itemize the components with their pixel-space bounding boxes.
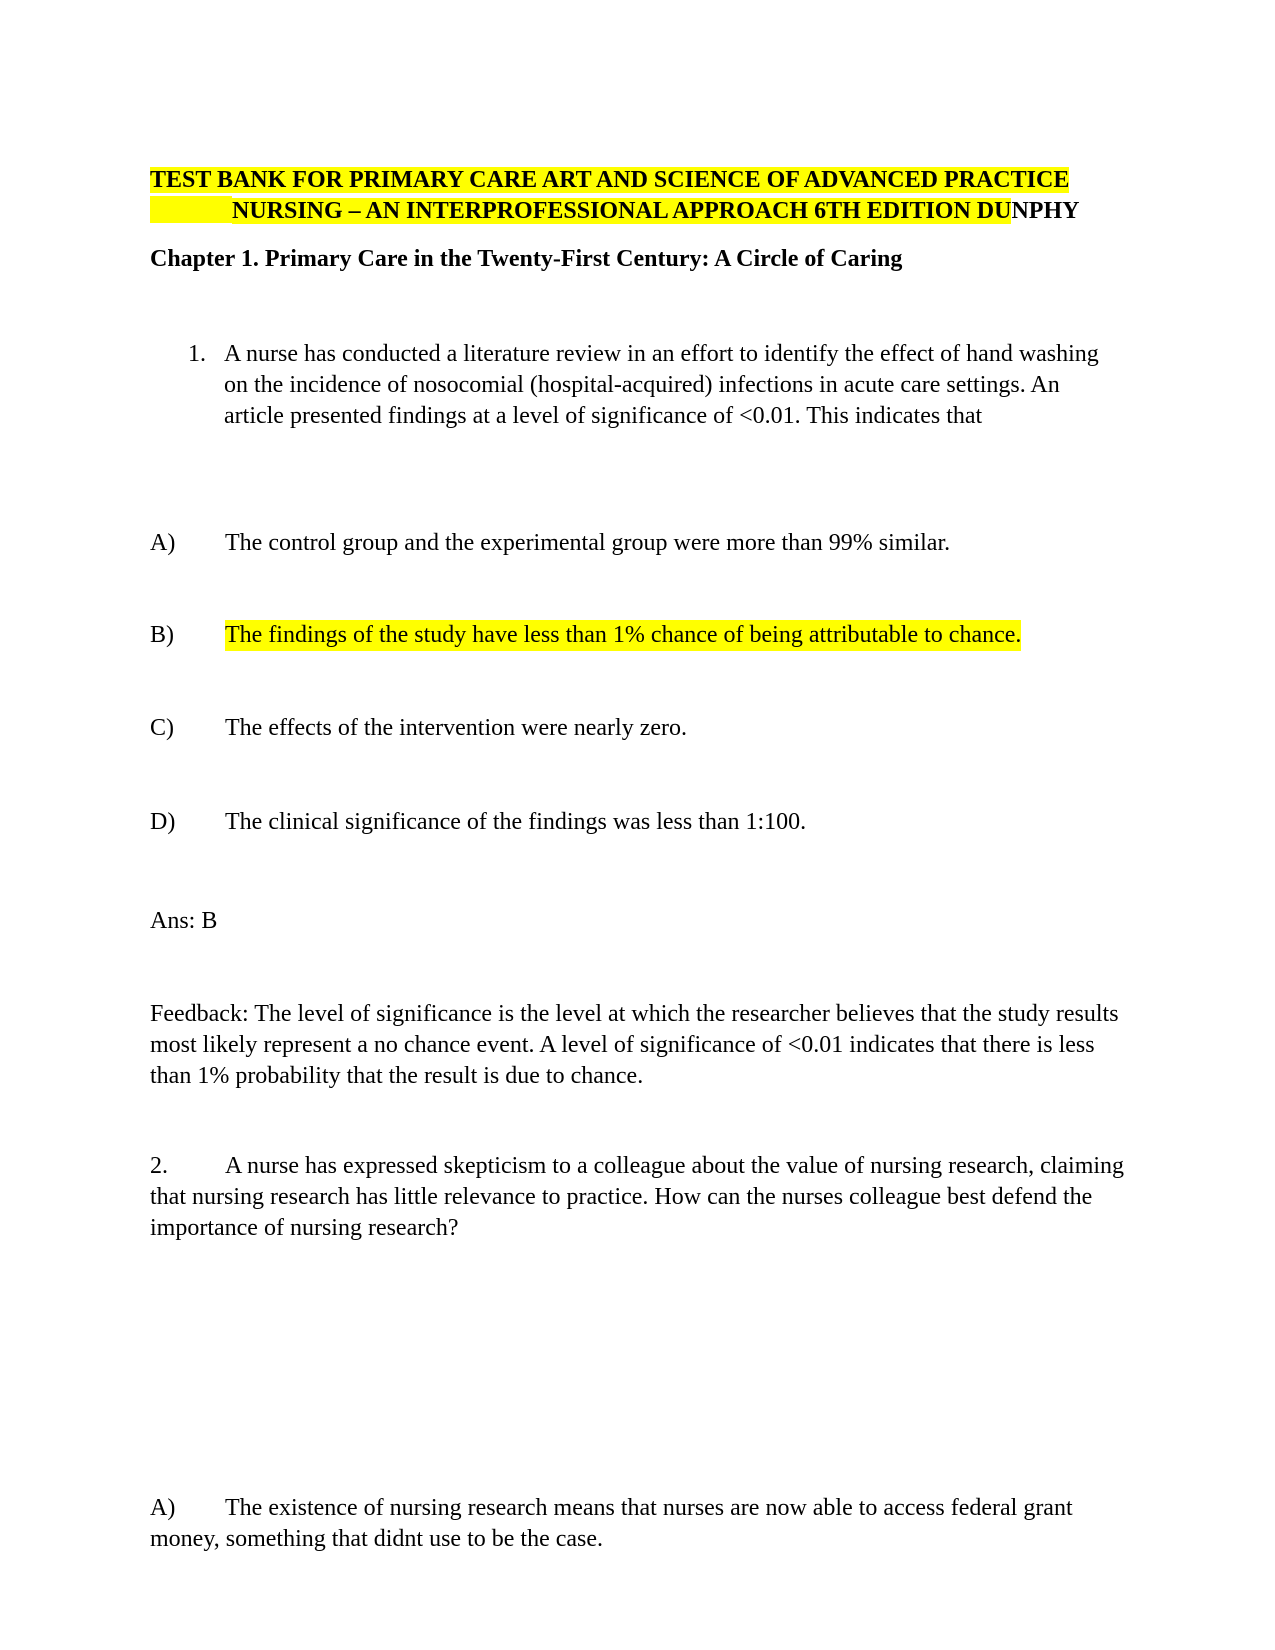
question-1-text: A nurse has conducted a literature review in an effort to identify the effect of hand washing on the incidence of nosocomial (hospital-acquired) infections in acute care settings. An article presented findings at a level of significance of <0.01. This indicates that xyxy=(224,341,1099,429)
question-2 xyxy=(150,1151,1125,1244)
option-text: The clinical significance of the findings was less than 1:100. xyxy=(225,809,807,835)
option-letter: D) xyxy=(150,809,176,835)
option-letter: C) xyxy=(150,715,174,741)
title-line-2-rest: NPHY xyxy=(1011,198,1080,224)
question-1-number: 1. xyxy=(188,341,206,367)
question-1-answer: Ans: B xyxy=(150,908,218,934)
title-line-2-highlighted: NURSING – AN INTERPROFESSIONAL APPROACH 6TH EDITION DU xyxy=(232,198,1012,224)
question-2-text: A nurse has expressed skepticism to a colleague about the value of nursing research, claiming that nursing research has little relevance to practice. How can the nurses colleague best defend the importance of nursing research? xyxy=(150,1153,1125,1241)
option-text: The effects of the intervention were nearly zero. xyxy=(225,715,687,741)
title-line-1: TEST BANK FOR PRIMARY CARE ART AND SCIENCE OF ADVANCED PRACTICE xyxy=(150,167,1070,193)
title-indent-highlight xyxy=(150,196,232,223)
option-text: The existence of nursing research means that nurses are now able to access federal grant money, something that didnt use to be the case. xyxy=(150,1495,1073,1552)
option-letter: A) xyxy=(150,1495,176,1521)
question-2-option-a xyxy=(150,1493,1110,1555)
option-text-highlighted: The findings of the study have less than 1% chance of being attributable to chance. xyxy=(225,620,1021,651)
chapter-heading: Chapter 1. Primary Care in the Twenty-First Century: A Circle of Caring xyxy=(150,246,903,272)
question-2-number: 2. xyxy=(150,1153,168,1179)
option-letter: B) xyxy=(150,622,174,648)
option-letter: A) xyxy=(150,530,176,556)
document-title xyxy=(150,165,1120,227)
question-1-feedback: Feedback: The level of significance is the level at which the researcher believes that the study results most likely represent a no chance event. A level of significance of <0.01 indicates that there is less than 1% probability that the result is due to chance. xyxy=(150,1001,1119,1089)
option-text: The control group and the experimental group were more than 99% similar. xyxy=(225,530,951,556)
